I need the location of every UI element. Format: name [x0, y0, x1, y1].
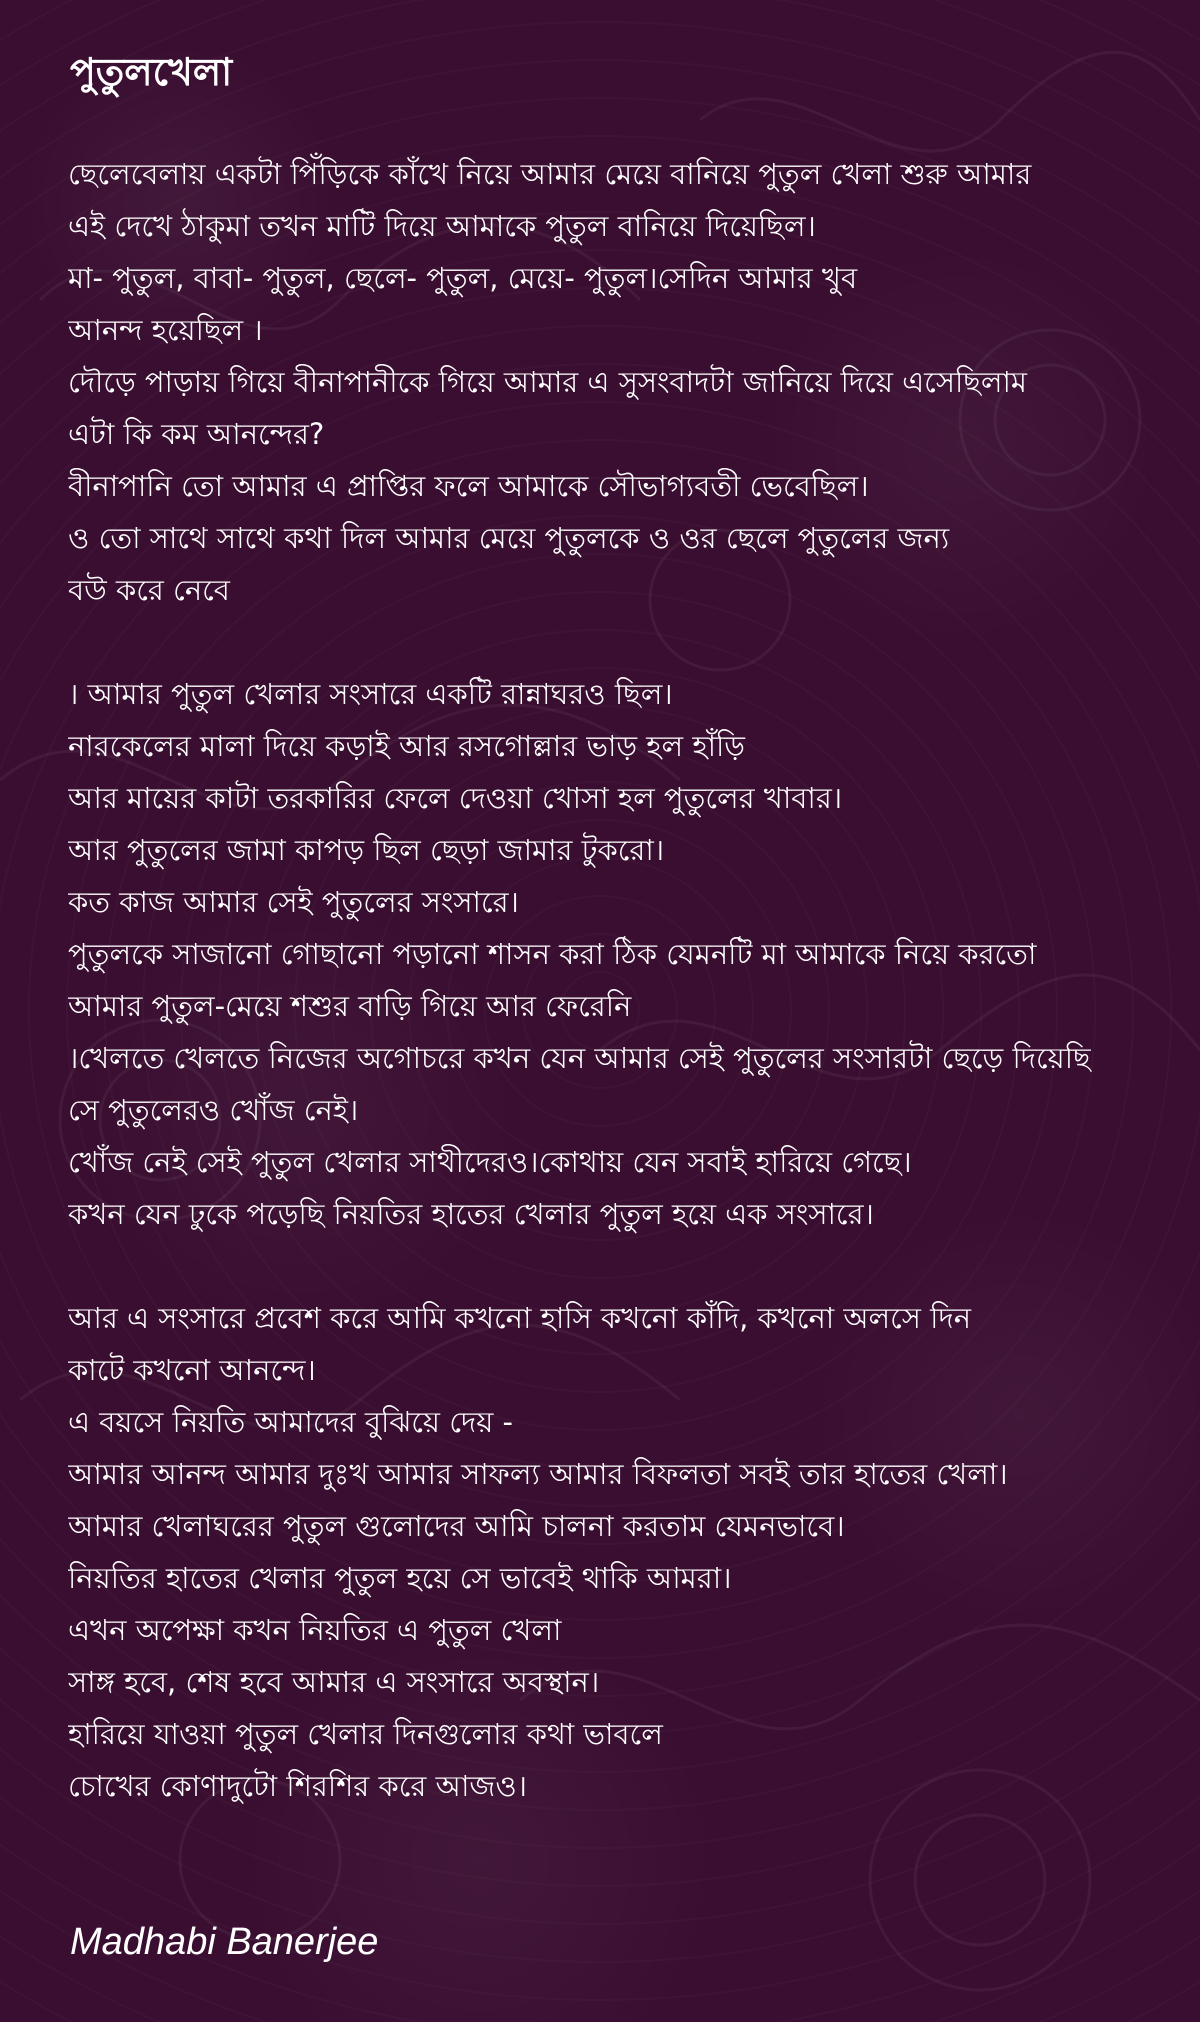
poem-line: কখন যেন ঢুকে পড়েছি নিয়তির হাতের খেলার পুতুল হয়ে এক সংসারে। — [68, 1197, 874, 1231]
poem-line: ও তো সাথে সাথে কথা দিল আমার মেয়ে পুতুলকে ও ওর ছেলে পুতুলের জন্য — [68, 521, 950, 555]
poem-line: নিয়তির হাতের খেলার পুতুল হয়ে সে ভাবেই থাকি আমরা। — [68, 1561, 732, 1595]
poem-line: আর মায়ের কাটা তরকারির ফেলে দেওয়া খোসা হল পুতুলের খাবার। — [68, 781, 843, 815]
poem-line: বউ করে নেবে — [68, 573, 230, 607]
poem-line: বীনাপানি তো আমার এ প্রাপ্তির ফলে আমাকে সৌভাগ্যবতী ভেবেছিল। — [68, 469, 869, 503]
poem-line: আমার পুতুল-মেয়ে শশুর বাড়ি গিয়ে আর ফেরেনি — [68, 989, 632, 1023]
poem-line: কাটে কখনো আনন্দে। — [68, 1353, 316, 1387]
poem-line: কত কাজ আমার সেই পুতুলের সংসারে। — [68, 885, 519, 919]
poem-line: খোঁজ নেই সেই পুতুল খেলার সাথীদেরও।কোথায় যেন সবাই হারিয়ে গেছে। — [68, 1145, 912, 1179]
poem-line: হারিয়ে যাওয়া পুতুল খেলার দিনগুলোর কথা ভাবলে — [68, 1717, 663, 1751]
poem-line: আমার আনন্দ আমার দুঃখ আমার সাফল্য আমার বিফলতা সবই তার হাতের খেলা। — [68, 1457, 1008, 1491]
poem-line: চোখের কোণাদুটো শিরশির করে আজও। — [68, 1769, 528, 1803]
poem-line: এই দেখে ঠাকুমা তখন মাটি দিয়ে আমাকে পুতুল বানিয়ে দিয়েছিল। — [68, 209, 816, 243]
poem-line: মা- পুতুল, বাবা- পুতুল, ছেলে- পুতুল, মেয়ে- পুতুল।সেদিন আমার খুব — [68, 261, 858, 295]
poem-line: আমার খেলাঘরের পুতুল গুলোদের আমি চালনা করতাম যেমনভাবে। — [68, 1509, 845, 1543]
poem-line: আর পুতুলের জামা কাপড় ছিল ছেড়া জামার টুকরো। — [68, 833, 665, 867]
poem-line: । আমার পুতুল খেলার সংসারে একটি রান্নাঘরও ছিল। — [68, 677, 673, 711]
poem-line: পুতুলকে সাজানো গোছানো পড়ানো শাসন করা ঠিক যেমনটি মা আমাকে নিয়ে করতো — [68, 937, 1037, 971]
poem-line: ।খেলতে খেলতে নিজের অগোচরে কখন যেন আমার সেই পুতুলের সংসারটা ছেড়ে দিয়েছি — [68, 1041, 1091, 1075]
poem-line: সে পুতুলেরও খোঁজ নেই। — [68, 1093, 359, 1127]
stanza-break — [68, 616, 1188, 668]
poem-line: দৌড়ে পাড়ায় গিয়ে বীনাপানীকে গিয়ে আমার এ সুসংবাদটা জানিয়ে দিয়ে এসেছিলাম — [68, 365, 1027, 399]
poem-body — [68, 148, 1188, 1812]
poem-line: আনন্দ হয়েছিল । — [68, 313, 263, 347]
poem-line: নারকেলের মালা দিয়ে কড়াই আর রসগোল্লার ভাড় হল হাঁড়ি — [68, 729, 746, 763]
poem-line: ছেলেবেলায় একটা পিঁড়িকে কাঁখে নিয়ে আমার মেয়ে বানিয়ে পুতুল খেলা শুরু আমার — [68, 157, 1032, 191]
poem-line: এটা কি কম আনন্দের? — [68, 417, 325, 451]
poem-line: এখন অপেক্ষা কখন নিয়তির এ পুতুল খেলা — [68, 1613, 562, 1647]
stanza-break — [68, 1240, 1188, 1292]
poem-line: সাঙ্গ হবে, শেষ হবে আমার এ সংসারে অবস্থান। — [68, 1665, 600, 1699]
author-name: Madhabi Banerjee — [70, 1921, 379, 1963]
poem-title: পুতুলখেলা — [70, 50, 233, 94]
poem-line: আর এ সংসারে প্রবেশ করে আমি কখনো হাসি কখনো কাঁদি, কখনো অলসে দিন — [68, 1301, 972, 1335]
poem-line: এ বয়সে নিয়তি আমাদের বুঝিয়ে দেয় - — [68, 1405, 513, 1439]
